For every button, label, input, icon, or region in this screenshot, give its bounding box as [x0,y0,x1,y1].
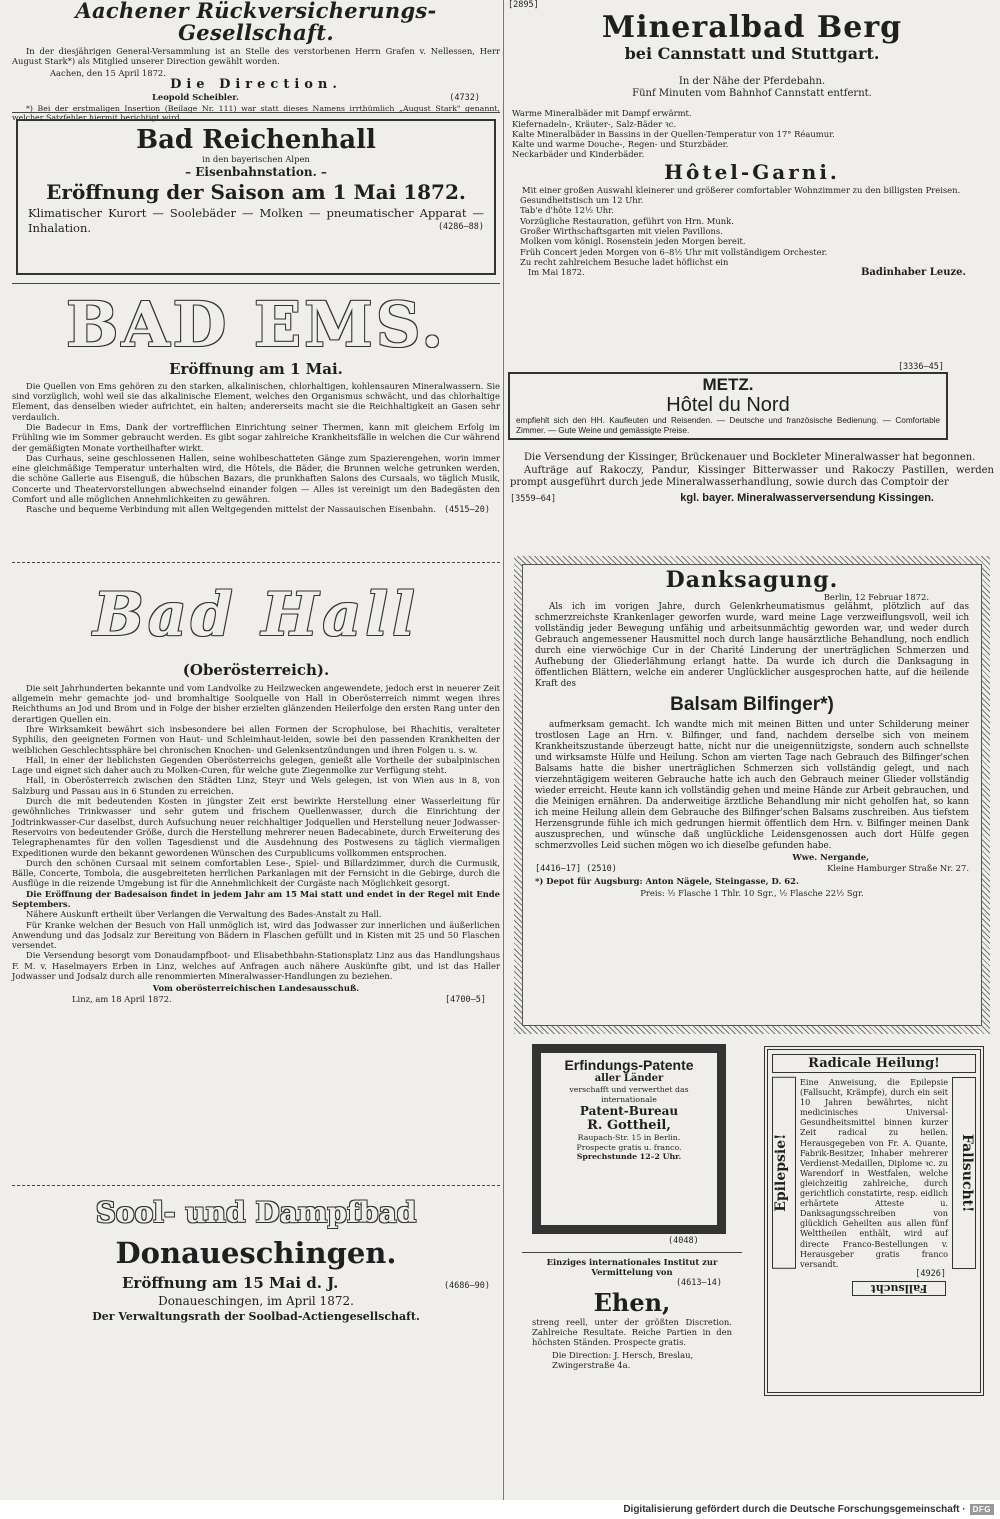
aachen-date: Aachen, den 15 April 1872. [50,67,166,78]
reichenhall-ref: (4286–88) [437,221,484,232]
metz-ref: [3336–45] [897,362,944,372]
berg-ad [508,0,996,360]
dank-title: Danksagung. [665,567,839,593]
hall-date: Linz, am 18 April 1872. [72,993,172,1004]
dank-p1: Als ich im vorigen Jahre, durch Gelenkrheumatismus gelähmt, plötzlich auf das schmerzreichste Krankenlager geworfen wurde, ward meine Lage verzweiflungsvoll, weil ich vollständig jeder Bewegung unfähig und arbeitsunmächtig geworden war, und weder durch Gebrauch angemessener Hausmittel noch durch lange hausärztliche Behandlung, noch endlich durch eine vierwöchige Cur in der Charité Linderung der unerträglichen Schmerzen und Aufhebung der Gliederlähmung erlangt hatte. Da wurde ich durch die Danksagung in öffentlichen Blättern, welche ein anderer Unglücklicher ausgesprochen hatte, auf die heilende Kraft des [535,602,969,690]
radical-title: Radicale Heilung! [772,1054,976,1073]
ems-p3: Das Curhaus, seine geschlossenen Hallen, seine wohlbeschatteten Gänge zum Spazierengehen, worin immer eine gleichmäßige Temperatur unterhalten wird, die Hôtels, die Bäder, die Brunnen welche getrunken werden, die schöne Gallerie aus Eisenguß, die hübschen Bazars, die prunkhaften Salons des Cursaals, wo täglich Musik, Concerte und Theatervorstellungen abwechselnd einander folgen — Alles ist vereinigt um den Badegästen den Comfort und alle möglichen Annehmlichkeiten zu gewähren. [12,452,500,505]
metz-text: empfiehlt sich den HH. Kaufleuten und Reisenden. — Deutsche und französische Bedienung. — Comfortable Zimmer. — Gute Weine und gemässigte Preise. [516,416,940,435]
hall-p8: Nähere Auskunft ertheilt über Verlangen die Verwaltung des Bades-Anstalt zu Hall. [26,909,382,920]
dank-p2: aufmerksam gemacht. Ich wandte mich mit meinen Bitten und unter Schilderung meiner trostlosen Lage an Hrn. v. Bilfinger, und fand, nachdem derselbe sich von meinem Krankheitszustande überzeugt hatte, nicht nur die uneigennützigste, sondern auch schnellste und wirksamste Hülfe und Heilung. Schon am vierten Tage nach Gebrauch des Bilfinger'schen Balsams hatte die bisher unerträglichen Schmerzen sich vollständig gelegt, und nach vierzehntägigem weiteren Gebrauche hatte ich auch den Gebrauch meiner Glieder vollständig wieder erreicht. Heute kann ich vollständig gehen und meine Hände zur Arbeit gebrauchen, und die Meinigen ernähren. Da anderweitige ärztliche Behandlung mir nicht geholfen hat, so kann ich meine Heilung allein dem Gebrauche des Bilfinger'schen Balsams zuschreiben. Aus tiefstem Herzensgrunde fühle ich mich gedrungen hiermit öffentlich dem Hrn. v. Bilfinger meinen Dank auszusprechen, und wünsche daß unglückliche Leidensgenossen auch dort Hülfe gegen schmerzvolles Leid suchen mögen wo ich dieselbe gefunden habe. [535,720,969,852]
hall-p1: Die seit Jahrhunderten bekannte und vom Landvolke zu Heilzwecken angewendete, jedoch erst in neuerer Zeit allgemein mehr gemachte jod- und bromhaltige Soolquelle von Hall in Oberösterreich nimmt wegen ihres Reichthums an Jod und Brom und in Folge der bisher erzielten glänzenden Heilerfolge den ersten Rang unter den derartigen Quellen ein. [12,682,500,724]
kissingen-firm-row [510,492,994,504]
reichenhall-ad [16,119,496,275]
berg-sign-row [508,267,996,279]
donau-title2: Donaueschingen. [115,1236,397,1270]
radical-side-right: Fallsucht! [952,1077,976,1269]
aachen-body: In der diesjährigen General-Versammlung ist an Stelle des verstorbenen Herrn Grafen v. Nellessen, Herr August Stark*) als Mitglied unserer Direction gewählt worden. [12,46,500,67]
header-ref: [2895] [508,0,539,10]
aachen-title: Aachener Rückversicherungs-Gesellschaft. [75,0,437,46]
berg-item: Vorzügliche Restauration, geführt von Hrn. Munk. [520,215,734,226]
patente-ad [532,1044,726,1234]
reichenhall-sub1: in den bayerischen Alpen [202,154,310,165]
danksagung-inner [522,564,982,1026]
berg-line: Warme Mineralbäder mit Dampf erwärmt. [512,108,692,119]
hall-p2: Ihre Wirksamkeit bewährt sich insbesondere bei allen Formen der Scrophulose, bei Rhachitis, veralteter Syphilis, den geeigneten Formen von Haut- und Schleimhaut-leiden, sowie bei den passenden Krankheiten der weiblichen Geschlechtssphäre bei chronischen Knochen- und Gelenksentzündungen und ihren Folgen u. s. w. [12,723,500,755]
dank-ref: [4416–17] (2510) [535,863,617,874]
dfg-logo: DFG [970,1504,994,1515]
footer-bar [0,1500,1000,1519]
dank-signer: Wwe. Nergande, [792,852,869,863]
donau-title1: Sool- und Dampfbad [95,1196,417,1229]
separator [12,1185,500,1186]
dank-product: Balsam Bilfinger*) [670,694,834,716]
footer-text: Digitalisierung gefördert durch die Deutsche Forschungsgemeinschaft · [623,1504,966,1515]
hall-p3: Hall, in einer der lieblichsten Gegenden Oberösterreichs gelegen, genießt alle Vortheile der subalpinischen Lage und eignet sich daher auch zu Molken-Curen, für welche gute Ziegenmolke zur Verfügung steht. [12,754,500,776]
hall-p6: Durch den schönen Cursaal mit seinem comfortablen Lese-, Spiel- und Billardzimmer, durch die Curmusik, Bälle, Concerte, Tombola, die ausgebreiteten herrlichen Parkanlagen mit der Fernsicht in die Gebirge, durch die Ausflüge in die reizende Umgebung ist für die Annehmlichkeit der Curgäste nach Möglichkeit gesorgt. [12,857,500,889]
berg-item: Gesundheitstisch um 12 Uhr. [520,195,644,206]
metz-city: METZ. [702,375,754,394]
berg-line: Kiefernadeln-, Kräuter-, Salz-Bäder ꝛc. [512,118,677,129]
berg-item: Früh Concert jeden Morgen von 6–8½ Uhr mit vollständigem Orchester. [520,246,828,257]
donau-signer: Der Verwaltungsrath der Soolbad-Actiengesellschaft. [92,1310,420,1323]
danksagung-border [514,556,990,1034]
hall-sub: (Oberösterreich). [182,661,330,679]
metz-title: Hôtel du Nord [666,394,790,416]
aachen-signer-row [12,92,500,103]
hall-ad [12,567,500,1179]
kissingen-text: Die Versendung der Kissinger, Brückenauer und Bockleter Mineralwasser hat begonnen. [524,452,976,463]
dank-depot: *) Depot für Augsburg: Anton Nägele, Steingasse, D. 62. [535,875,799,886]
berg-near1: In der Nähe der Pferdebahn. [678,76,826,88]
ems-ref: (4515–20) [443,504,490,515]
hall-signer: Vom oberösterreichischen Landesausschuß. [152,983,360,994]
radical-side-left: Epilepsie! [772,1077,796,1269]
patente-title: Erfindungs-Patente [564,1057,694,1073]
radical-ref: [4926] [915,1268,946,1279]
donaueschingen-ad [12,1194,500,1342]
patente-hours: Sprechstunde 12–2 Uhr. [576,1152,682,1162]
donau-date: Donaueschingen, im April 1872. [158,1294,354,1308]
patente-name: R. Gottheil, [587,1118,671,1134]
hall-ref: [4700–5] [445,994,486,1005]
berg-title: Mineralbad Berg [601,10,903,45]
berg-lines [508,108,996,159]
hall-p7: Die Eröffnung der Badesaison findet in jedem Jahr am 15 Mai statt und endet in der Regel mit Ende Septembers. [12,888,500,909]
patente-ref: (4048) [668,1236,699,1246]
donau-opening: Eröffnung am 15 Mai d. J. [122,1274,339,1292]
dank-price: Preis: ½ Flasche 1 Thlr. 10 Sgr., ½ Flasche 22½ Sgr. [640,887,864,898]
kissingen-ad [508,452,996,552]
aachen-notice [12,0,500,123]
metz-ad [508,362,996,452]
patente-text1: verschafft und verwerthet das [569,1085,689,1094]
berg-line: Neckarbäder und Kinderbäder. [512,149,645,160]
berg-items [508,195,996,267]
ems-title: BAD EMS. [66,288,446,361]
ehen-director: Die Direction: J. Hersch, Breslau, Zwingerstraße 4a. [552,1349,694,1370]
berg-line: Kalte Mineralbäder in Bassins in der Quellen-Temperatur von 17° Réaumur. [512,128,835,139]
ems-p2: Die Badecur in Ems, Dank der vortrefflichen Einrichtung seiner Thermen, kann mit gleichem Erfolg im Frühling wie im Sommer gebraucht werden. Es gibt sogar zahlreiche Krankheitsfälle in welchen die Cur während der gemäßigten Monate vortheilhafter wirkt. [12,421,500,453]
left-column [12,0,500,1342]
berg-item: Tab'e d'hôte 12½ Uhr. [520,205,614,216]
aachen-signature: Die Direction. [170,76,342,92]
patente-bureau: Patent-Bureau [579,1104,679,1119]
reichenhall-opening: Eröffnung der Saison am 1 Mai 1872. [46,179,466,204]
danksagung-ad [508,556,996,1034]
separator [12,562,500,563]
berg-owner: Badinhaber Leuze. [860,267,966,279]
ehen-text: streng reell, unter der größten Discretion. Zahlreiche Resultate. Reiche Partien in den höchsten Ständen. Prospecte gratis. [532,1316,732,1348]
aachen-signer: Leopold Scheibler. [152,91,239,102]
aachen-ref: (4732) [449,92,480,103]
reichenhall-sub2: – Eisenbahnstation. – [185,164,327,179]
patente-text2: internationale [601,1094,657,1104]
dank-ref-row [535,863,969,874]
berg-item: Großer Wirthschaftsgarten mit vielen Pavillons. [520,225,723,236]
aachen-footnote: *) Bei der erstmaligen Insertion (Beilage Nr. 111) war statt dieses Namens irrthümlich „August Stark" genannt, welcher Satzfehler hiermit berichtigt wird. [12,103,500,123]
hall-p10: Die Versendung besorgt vom Donaudampfboot- und Elisabethbahn-Stationsplatz Linz aus das Handlungshaus F. M. v. Haselmayers Erben in Linz, welches auf Anfragen auch nähere Auskünfte gibt, und ist das Haller Jodwasser und Jodsalz durch alle renommierten Mineralwasser-Handlungen zu beziehen. [12,950,500,982]
kissingen-ref: [3559–64] [510,493,557,504]
separator [12,283,500,284]
berg-line: Kalte und warme Douche-, Regen- und Sturzbäder. [512,139,729,150]
ems-ad [12,288,500,558]
patente-sub: aller Länder [594,1073,664,1084]
berg-hotel-text: Mit einer großen Auswahl kleinerer und größerer comfortabler Wohnzimmer zu den billigsten Preisen. [522,184,961,195]
donau-ref: (4686–90) [443,1281,490,1291]
kissingen-orders: Aufträge auf Rakoczy, Pandur, Kissinger Bitterwasser und Rakoczy Pastillen, werden prompt ausgeführt durch jede Mineralwasserhandlung, sowie durch das Comptoir der [510,464,994,488]
berg-date: Im Mai 1872. [528,267,585,278]
patente-address: Raupach-Str. 15 in Berlin. [577,1133,681,1143]
ems-opening: Eröffnung am 1 Mai. [169,360,343,378]
hall-title: Bad Hall [93,580,419,650]
ems-p1: Die Quellen von Ems gehören zu den starken, alkalinischen, chlorhaltigen, kohlensauren Mineralwassern. Sie sind vorzüglich, wohl weil sie das alkalinische Element, welches den Organismus schwächt, und das chlorhaltige Element, das denselben wieder aufrichtet, ein halten; andererseits macht sie die Reichhaltigkeit an Gasen sehr verdaulich. [12,380,500,422]
hall-p9: Für Kranke welchen der Besuch von Hall unmöglich ist, wird das Jodwasser zur innerlichen und äußerlichen Anwendung und das Jodsalz zur Bereitung von Bädern in Flaschen gefüllt und in Kisten mit 25 und 50 Flaschen versendet. [12,919,500,951]
bottom-ads [508,1036,996,1396]
ehen-ad [522,1252,742,1382]
column-divider [503,0,504,1500]
berg-sub: bei Cannstatt und Stuttgart. [624,43,880,63]
hall-date-row [12,994,500,1005]
radical-ad [764,1046,984,1396]
separator [522,1252,742,1253]
dank-address: Kleine Hamburger Straße Nr. 27. [827,862,969,873]
hall-p4: Hall, in Oberösterreich zwischen den Städten Linz, Steyr und Wels gelegen, ist von Wien aus in 8, von Salzburg und Passau aus in 6 Stunden zu erreichen. [12,775,500,796]
berg-hotel: Hôtel-Garni. [664,159,840,184]
berg-item: Molken vom königl. Rosenstein jeden Morgen bereit. [520,236,746,247]
patente-prospect: Prospecte gratis u. franco. [576,1142,682,1152]
dank-date: Berlin, 12 Februar 1872. [823,592,929,603]
kissingen-firm: kgl. bayer. Mineralwasserversendung Kissingen. [680,491,934,504]
reichenhall-features: Klimatischer Kurort — Soolebäder — Molken — pneumatischer Apparat — Inhalation. [28,205,484,235]
metz-box [508,372,948,440]
ehen-ref: (4613–14) [675,1277,722,1288]
ehen-title: Ehen, [593,1287,671,1317]
hall-p5: Durch die mit bedeutenden Kosten in jüngster Zeit erst bewirkte Herstellung einer Wasserleitung für gewöhnliches Trinkwasser und sehr gutem und frischem Quellenwasser, durch die Einrichtung der Jodtrinkwasser-Cur daselbst, durch Aufsuchung neuer reichhaltiger Jodquellen und Herstellung neuer Jodwasser-Reservoirs von bedeutender Größe, durch die Herstellung mehrerer neuen Badecabinete, durch Erweiterung des Telegraphenamtes für den vollen Tagesdienst und die Ausdehnung des Postwesens zu täglich viermaligen Expeditionen wurde den bekannt gewordenen Wünschen des Curpublicums vollkommen entsprochen. [12,796,500,858]
donau-opening-row [12,1274,500,1292]
radical-body [772,1077,976,1269]
ehen-intro: Einziges internationales Institut zur Vermittelung von [546,1257,718,1278]
berg-item: Zu recht zahlreichem Besuche ladet höflichst ein [520,256,729,267]
reichenhall-title: Bad Reichenhall [136,125,376,155]
radical-text: Eine Anweisung, die Epilepsie (Fallsucht, Krämpfe), durch ein seit 10 Jahren bewährtes, nicht medicinisches Universal-Gesundheitsmittel binnen kurzer Zeit radical zu heilen. Herausgegeben von Fr. A. Quante, Fabrik-Besitzer, Inhaber mehrerer Verdienst-Medaillen, Diplome ꝛc. zu Warendorf in Westfalen, welche gleichzeitig zahlreiche, durch gerichtlich constatirte, resp. eidlich erhärtete Atteste u. Danksagungsschreiben von glücklich Geheilten aus allen fünf Welttheilen enthält, wird auf directe Franco-Bestellungen v. Herausgeber gratis franco versandt. [800,1077,948,1269]
radical-bottom: Fallsucht [852,1281,946,1296]
berg-near2: Fünf Minuten vom Bahnhof Cannstatt entfernt. [632,88,872,100]
right-column [508,0,996,1370]
ems-p4: Rasche und bequeme Verbindung mit allen Weltgegenden mittelst der Nassauischen Eisenbahn. [26,504,436,515]
